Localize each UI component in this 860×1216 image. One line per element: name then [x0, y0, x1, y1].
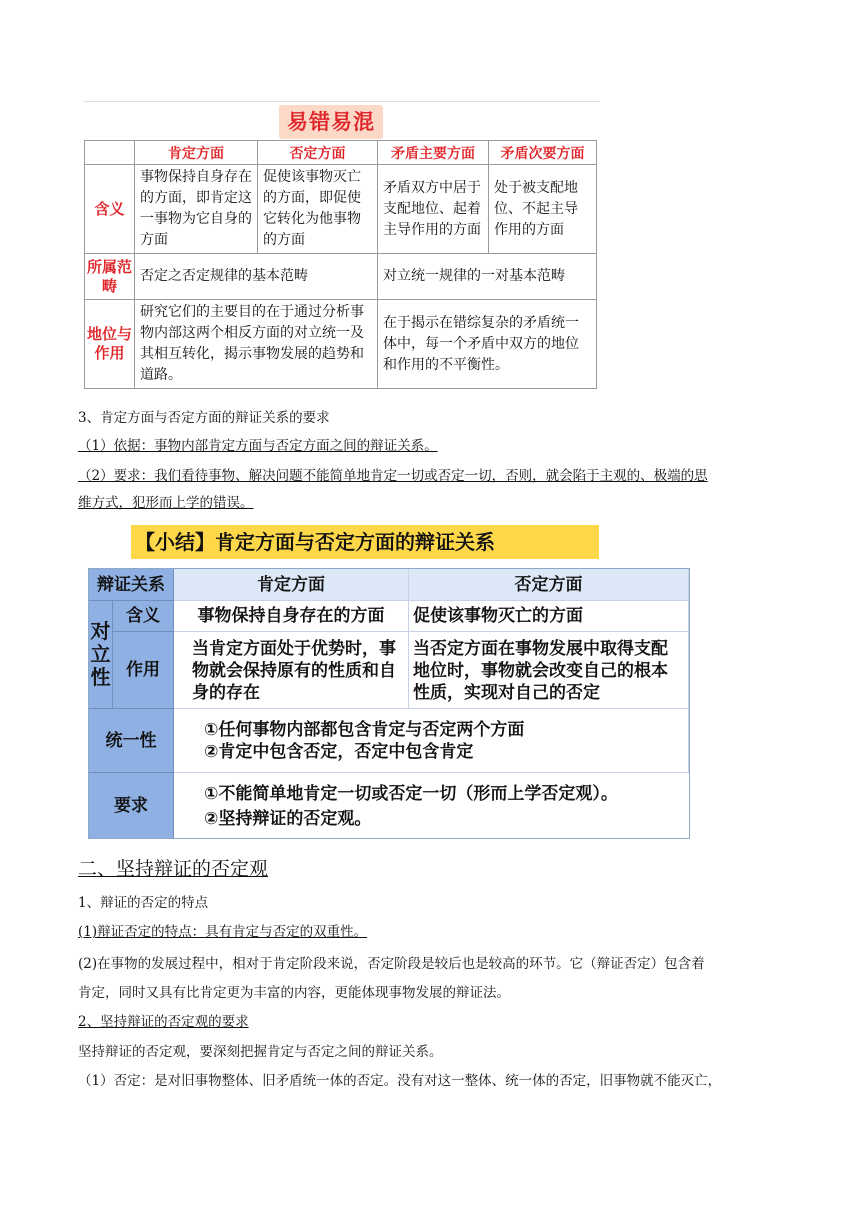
table-cell: 矛盾双方中居于支配地位、起着主导作用的方面: [378, 165, 489, 254]
part2-heading: 二、坚持辩证的否定观: [78, 858, 269, 880]
table-cell: 研究它们的主要目的在于通过分析事物内部这两个相反方面的对立统一及其相互转化，揭示事物发展的趋势和道路。: [135, 300, 378, 389]
table-cell: 否定之否定规律的基本范畴: [135, 254, 378, 300]
header-positive: 肯定方面: [135, 141, 258, 165]
section3-requirement-line2: 维方式，犯形而上学的错误。: [78, 495, 254, 511]
summary-role-label: 作用: [113, 632, 174, 709]
comparison-table: [84, 140, 597, 389]
header-secondary: 矛盾次要方面: [489, 141, 597, 165]
summary-corner: 辩证关系: [89, 569, 174, 601]
summary-role-negative: 当否定方面在事物发展中取得支配地位时，事物就会改变自己的根本性质，实现对自己的否定: [409, 632, 689, 709]
table-cell: 对立统一规律的一对基本范畴: [378, 254, 597, 300]
summary-requirement-item: ①不能简单地肯定一切或否定一切（形而上学否定观）。: [204, 784, 618, 804]
header-negative: 否定方面: [258, 141, 378, 165]
row-label-meaning: 含义: [85, 165, 135, 254]
section3-requirement-line1: （2）要求：我们看待事物、解决问题不能简单地肯定一切或否定一切，否则，就会陷于主观的、极端的思: [78, 468, 708, 484]
table-cell: 处于被支配地位、不起主导作用的方面: [489, 165, 597, 254]
summary-table: [88, 568, 690, 839]
top-divider: [84, 101, 600, 102]
table-cell: 事物保持自身存在的方面，即肯定这一事物为它自身的方面: [135, 165, 258, 254]
part2-s1-p2-line1: (2)在事物的发展过程中，相对于肯定阶段来说，否定阶段是较后也是较高的环节。它（辩证否定）包含着: [78, 956, 705, 972]
summary-opposition-label: 对立性: [89, 601, 113, 709]
summary-unity-content: [174, 709, 689, 773]
summary-unity-item: ①任何事物内部都包含肯定与否定两个方面: [204, 720, 525, 740]
summary-meaning-positive: 事物保持自身存在的方面: [174, 601, 409, 632]
row-label-role: 地位与作用: [85, 300, 135, 389]
table-row: [85, 300, 597, 389]
part2-s1-p1: (1)辩证否定的特点：具有肯定与否定的双重性。: [78, 924, 368, 940]
part2-s2-p1: 坚持辩证的否定观，要深刻把握肯定与否定之间的辩证关系。: [78, 1044, 443, 1060]
summary-col-negative: 否定方面: [409, 569, 689, 601]
summary-role-positive: 当肯定方面处于优势时，事物就会保持原有的性质和自身的存在: [174, 632, 409, 709]
summary-requirement-label: 要求: [89, 773, 174, 838]
row-label-category: 所属范畴: [85, 254, 135, 300]
confusion-banner: 易错易混: [279, 105, 383, 139]
table-cell: 促使该事物灭亡的方面，即促使它转化为他事物的方面: [258, 165, 378, 254]
summary-meaning-negative: 促使该事物灭亡的方面: [409, 601, 689, 632]
part2-s2-title: 2、坚持辩证的否定观的要求: [78, 1014, 249, 1030]
summary-requirement-content: [174, 773, 689, 838]
part2-s2-p2: （1）否定：是对旧事物整体、旧矛盾统一体的否定。没有对这一整体、统一体的否定，旧事物就不能灭亡，: [78, 1073, 722, 1089]
part2-s1-title: 1、辩证的否定的特点: [78, 895, 209, 911]
part2-s1-p2-line2: 肯定，同时又具有比肯定更为丰富的内容，更能体现事物发展的辩证法。: [78, 985, 510, 1001]
table-cell: 在于揭示在错综复杂的矛盾统一体中，每一个矛盾中双方的地位和作用的不平衡性。: [378, 300, 597, 389]
summary-col-positive: 肯定方面: [174, 569, 409, 601]
summary-title: 【小结】肯定方面与否定方面的辩证关系: [131, 525, 599, 559]
summary-unity-label: 统一性: [89, 709, 174, 773]
section3-basis: （1）依据：事物内部肯定方面与否定方面之间的辩证关系。: [78, 438, 438, 454]
summary-meaning-label: 含义: [113, 601, 174, 632]
header-principal: 矛盾主要方面: [378, 141, 489, 165]
summary-requirement-item: ②坚持辩证的否定观。: [204, 809, 372, 829]
table-row: [85, 254, 597, 300]
header-corner: [85, 141, 135, 165]
section3-title: 3、肯定方面与否定方面的辩证关系的要求: [78, 410, 330, 426]
table-header-row: [85, 141, 597, 165]
table-row: [85, 165, 597, 254]
summary-unity-item: ②肯定中包含否定，否定中包含肯定: [204, 742, 474, 762]
